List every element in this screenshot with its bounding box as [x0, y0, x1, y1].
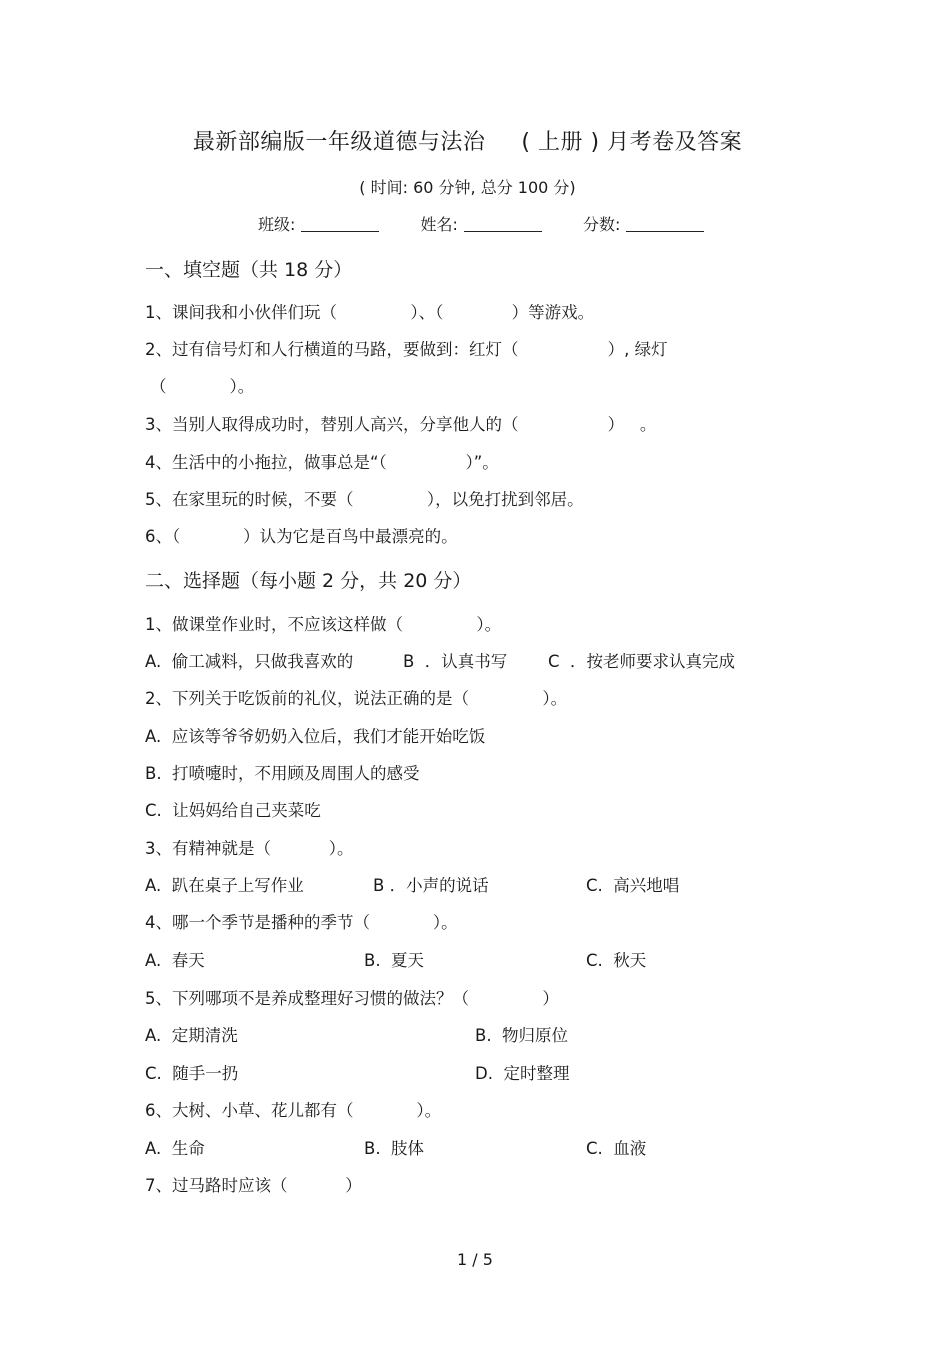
choice-q4-option-c: C. 秋天 [586, 951, 647, 970]
class-label: 班级: [258, 215, 296, 234]
choice-q1-option-c: C ．按老师要求认真完成 [548, 652, 736, 671]
choice-q3-option-c: C. 高兴地唱 [586, 876, 680, 895]
class-blank [301, 217, 379, 232]
choice-q3-option-a: A. 趴在桌子上写作业 [145, 876, 304, 895]
choice-q5-option-b: B. 物归原位 [475, 1026, 569, 1045]
choice-q2-option-c: C. 让妈妈给自己夹菜吃 [145, 801, 321, 820]
name-field [421, 212, 542, 235]
score-field [583, 212, 704, 235]
fill-item-6: 6、（ ）认为它是百鸟中最漂亮的。 [145, 527, 458, 546]
fill-item-5: 5、在家里玩的时候，不要（ ），以免打扰到邻居。 [145, 490, 584, 509]
choice-q6: 6、大树、小草、花儿都有（ ）。 [145, 1101, 442, 1120]
choice-q1-option-a: A. 偷工减料，只做我喜欢的 [145, 652, 354, 671]
page-number: 1 / 5 [457, 1250, 493, 1269]
score-label: 分数: [583, 215, 621, 234]
choice-q3: 3、有精神就是（ ）。 [145, 839, 354, 858]
choice-q4-option-a: A. 春天 [145, 951, 205, 970]
score-blank [626, 217, 704, 232]
fill-item-3: 3、当别人取得成功时，替别人高兴，分享他人的（ ） 。 [145, 415, 657, 434]
name-blank [464, 217, 542, 232]
class-field [258, 212, 379, 235]
choice-q2-option-b: B. 打喷嚏时，不用顾及周围人的感受 [145, 764, 420, 783]
exam-title-tail: ( 上册 ) 月考卷及答案 [521, 130, 743, 155]
section-choice-heading: 二、选择题（每小题 2 分，共 20 分） [145, 570, 472, 592]
choice-q1: 1、做课堂作业时，不应该这样做（ ）。 [145, 615, 502, 634]
choice-q3-option-b: B ．小声的说话 [373, 876, 489, 895]
choice-q4: 4、哪一个季节是播种的季节（ ）。 [145, 913, 458, 932]
choice-q6-option-a: A. 生命 [145, 1139, 205, 1158]
choice-q7: 7、过马路时应该（ ） [145, 1176, 362, 1195]
exam-title-main: 最新部编版一年级道德与法治 [192, 130, 486, 155]
choice-q5-option-a: A. 定期清洗 [145, 1026, 238, 1045]
choice-q2-option-a: A. 应该等爷爷奶奶入位后，我们才能开始吃饭 [145, 727, 486, 746]
fill-item-2: 2、过有信号灯和人行横道的马路，要做到：红灯（ ）, 绿灯 [145, 340, 668, 359]
choice-q2: 2、下列关于吃饭前的礼仪，说法正确的是（ ）。 [145, 689, 568, 708]
fill-item-2-cont: （ ）。 [150, 377, 255, 396]
choice-q4-option-b: B. 夏天 [364, 951, 425, 970]
exam-title [0, 125, 935, 156]
fill-item-4: 4、生活中的小拖拉，做事总是“（ ）”。 [145, 453, 499, 472]
section-fill-blank-heading: 一、填空题（共 18 分） [145, 259, 353, 281]
choice-q5-option-c: C. 随手一扔 [145, 1064, 239, 1083]
choice-q5-option-d: D. 定时整理 [475, 1064, 570, 1083]
choice-q1-option-b: B ．认真书写 [403, 652, 508, 671]
exam-subtitle: ( 时间: 60 分钟, 总分 100 分) [359, 178, 576, 197]
student-info-row [258, 212, 758, 235]
name-label: 姓名: [420, 215, 458, 234]
choice-q6-option-c: C. 血液 [586, 1139, 647, 1158]
fill-item-1: 1、课间我和小伙伴们玩（ ）、（ ）等游戏。 [145, 303, 595, 322]
choice-q5: 5、下列哪项不是养成整理好习惯的做法？（ ） [145, 989, 559, 1008]
choice-q6-option-b: B. 肢体 [364, 1139, 425, 1158]
